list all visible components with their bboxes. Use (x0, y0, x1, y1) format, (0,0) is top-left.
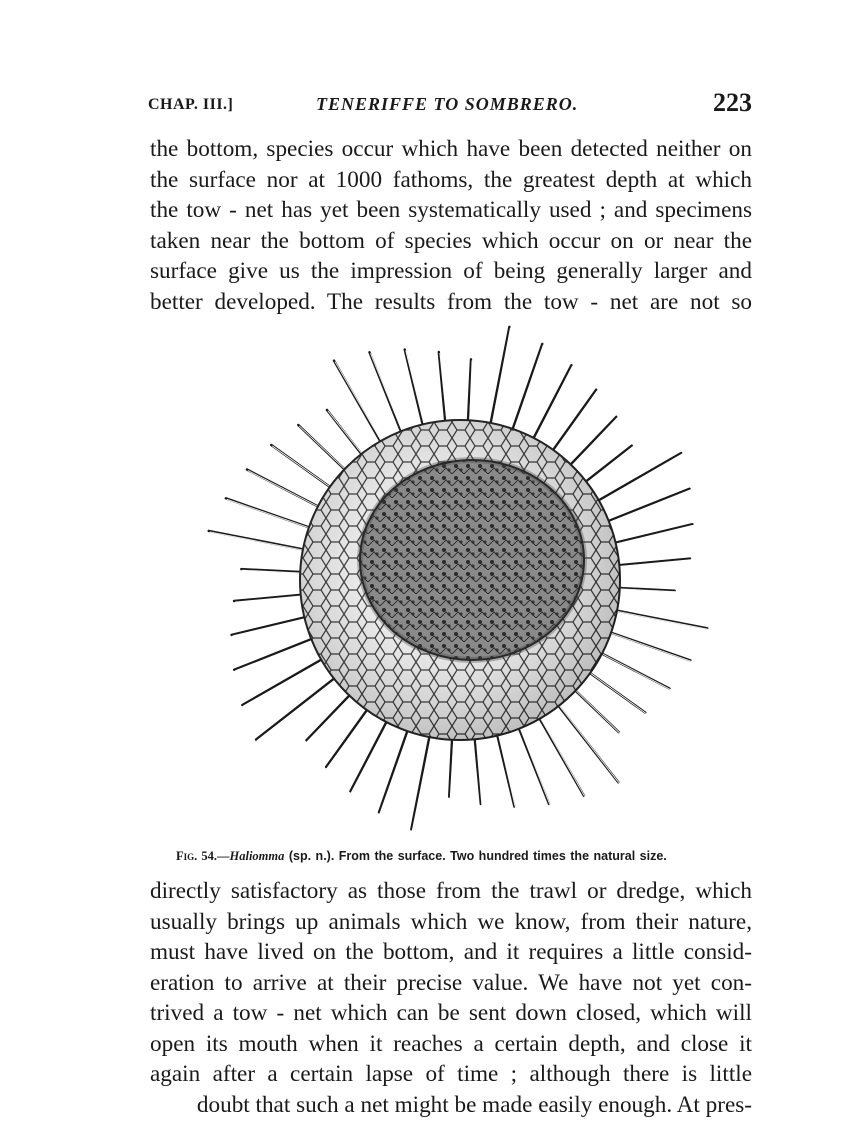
figure-illustration (200, 318, 720, 838)
radiolarian-icon (200, 318, 720, 838)
text-line: surface give us the impression of being generally larger and (150, 258, 752, 284)
text-line: better developed. The results from the tow - net are not so (150, 288, 752, 315)
page-number: 223 (713, 88, 752, 117)
text-line: again after a certain lapse of time ; although there is little (150, 1061, 752, 1087)
text-line: must have lived on the bottom, and it requires a little consid- (150, 939, 752, 965)
text-line: the tow - net has yet been systematically used ; and specimens (150, 197, 752, 223)
text-line: the bottom, species occur which have been detected neither on (150, 136, 752, 162)
paragraph-top (150, 134, 752, 317)
text-line: directly satisfactory as those from the trawl or dredge, which (150, 878, 752, 904)
figure-caption (176, 849, 736, 864)
text-line: open its mouth when it reaches a certain depth, and close it (150, 1030, 752, 1057)
running-title: TENERIFFE TO SOMBRERO. (316, 94, 579, 114)
running-head (148, 88, 752, 120)
figure-label: Fig. 54.— (176, 849, 230, 863)
chapter-label: CHAP. III.] (148, 96, 234, 113)
figure-genus: Haliomma (229, 849, 285, 863)
text-line: usually brings up animals which we know, from their nature, (150, 908, 752, 935)
text-line: eration to arrive at their precise value. We have not yet con- (150, 969, 752, 996)
paragraph-bottom (150, 876, 752, 1120)
text-line: doubt that such a net might be made easily enough. At pres- (196, 1091, 752, 1118)
text-line: trived a tow - net which can be sent down closed, which will (150, 1000, 752, 1026)
text-line: the surface nor at 1000 fathoms, the greatest depth at which (150, 166, 752, 193)
text-line: taken near the bottom of species which occur on or near the (150, 227, 752, 254)
figure-caption-text: (sp. n.). From the surface. Two hundred times the natural size. (284, 849, 667, 863)
